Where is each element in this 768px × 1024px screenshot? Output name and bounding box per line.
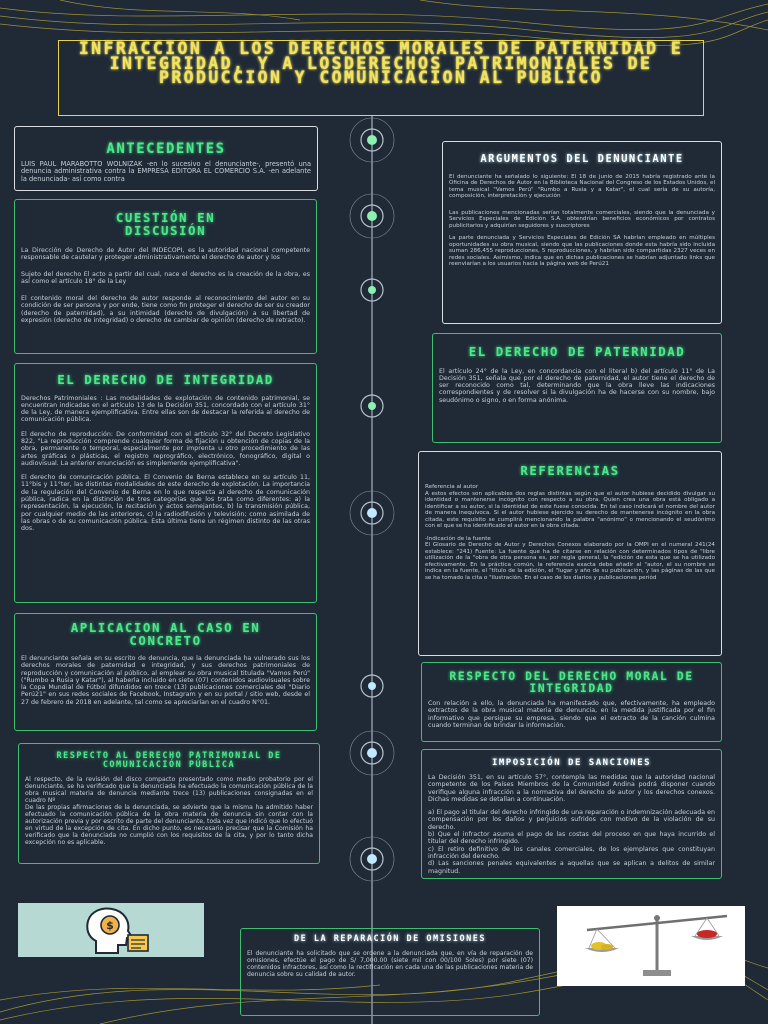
- balance-scale-image: [557, 906, 745, 986]
- respecto-moral-heading: RESPECTO DEL DERECHO MORAL DE INTEGRIDAD: [449, 669, 694, 695]
- argumentos-paragraph: El denunciante ha señalado lo siguiente: El 18 de junio de 2015 habría registrado ante la Oficina de Derechos de Autor en la Biblioteca Nacional del Congreso de los Estados Unidos, el tema musical "Vamos Perú" "Rumbo a Rusia y a Katar", el cual sería de su autoría, composición, interpretación y ejecución: [449, 173, 715, 199]
- antecedentes-heading: ANTECEDENTES: [106, 141, 226, 157]
- respecto-patrimonial-heading: RESPECTO AL DERECHO PATRIMONIAL DE COMUNICACIÓN PÚBLICA: [56, 751, 282, 770]
- argumentos-paragraph: Las publicaciones mencionadas serían totalmente comerciales, siendo que la denunciada y Servicios Especiales de Edición S.A. obtendrían beneficios económicos por contratos publicitarios y adquirían seguidores y suscriptores: [449, 209, 715, 229]
- page-title: INFRACCION A LOS DERECHOS MORALES DE PATERNIDAD E INTEGRIDAD, Y A LOSDERECHOS PATRIMONIALES DE PRODUCCION Y COMUNICACION AL PUBLICO: [78, 39, 684, 87]
- integridad-paragraph: El derecho de reproducción: De conformidad con el artículo 32° del Decreto Legislativo 822, "La reproducción comprende cualquier forma de fijación u obtención de copias de la obra, permanente o temporal, especialmente por imprenta u otro procedimiento de las artes gráficas o plásticas, el registro reprográfico, electrónico, fonográfico, digital o audiovisual. La anterior enunciación es simplemente ejemplificativa".: [21, 430, 310, 467]
- respecto-moral-text: Con relación a ello, la denunciada ha manifestado que, efectivamente, ha empleado extractos de la obra musical materia de denuncia, en la medida justificada por el fin informativo que persigue su empresa, siendo que el extracto de la canción culmina cuando terminan de brindar la información.: [428, 700, 715, 729]
- referencias-paragraph: Referencia al autor A estos efectos son aplicables dos reglas distintas según que el autor hubiese decidido divulgar su identidad o mantenerse incógnito con respecto a su obra. Quien crea una obra está obligado a identificar a su autor, si la identidad de este fuese conocida. En tal caso indicará el nombre del autor de manera inequívoca. Si el autor hubiese ejercido su derecho de mantenerse incógnito en la obra citada, este requisito se cumplirá mencionando la palabra "anónimo" o mencionando el seudónimo con el que se ha identificado el autor en la obra citada.: [425, 484, 715, 529]
- sanciones-section: [421, 749, 722, 879]
- paternidad-text: El artículo 24° de la Ley, en concordancia con el literal b) del artículo 11° de La Decisión 351, señala que por el derecho de paternidad, el autor tiene el derecho de ser reconocido como tal, determinando que la obra lleve las indicaciones correspondientes y de resolver si la divulgación ha de hacerse con su nombre, bajo seudónimo o signo, o en forma anónima.: [439, 367, 715, 404]
- integridad-heading: EL DERECHO DE INTEGRIDAD: [57, 372, 274, 387]
- aplicacion-heading: APLICACION AL CASO EN CONCRETO: [70, 620, 261, 648]
- cuestion-section: [14, 199, 317, 354]
- svg-text:$: $: [106, 919, 114, 932]
- referencias-section: [418, 451, 722, 656]
- antecedentes-section: [14, 126, 318, 191]
- integridad-section: [14, 363, 317, 603]
- respecto-patrimonial-section: [18, 743, 320, 864]
- sanciones-heading: IMPOSICIÓN DE SANCIONES: [491, 758, 652, 768]
- reparacion-section: [240, 928, 540, 1016]
- money-head-icon: [18, 903, 204, 957]
- reparacion-text: El denunciante ha solicitado que se ordene a la denunciada que, en vía de reparación de omisiones, efectúe el pago de S/ 7,000.00 (siete mil con 00/100 Soles) por siete (07) contenidos infractores, así como la rectificación en cada una de las publicaciones materia de denuncia sobre su calidad de autor.: [247, 950, 533, 978]
- paternidad-section: [432, 333, 722, 443]
- cuestion-paragraph: El contenido moral del derecho de autor responde al reconocimiento del autor en su condición de ser persona y por ende, tiene como fin proteger el derecho de ser su creador (derecho de paternidad), a su intimidad (derecho de divulgación) a su libertad de expresión (derecho de integridad) o derecho de cambiar de opinión (derecho de retracto).: [21, 295, 310, 325]
- respecto-moral-section: [421, 662, 722, 742]
- antecedentes-text: LUIS PAUL MARABOTTO WOLNIZAK -en lo sucesivo el denunciante-, presentó una denuncia administrativa contra la EMPRESA EDITORA EL COMERCIO S.A. -en adelante la denunciada- así como contra: [21, 160, 311, 183]
- sanciones-paragraph: a) El pago al titular del derecho infringido de una reparación o indemnización adecuada en compensación por los daños y perjuicios sufridos con motivo de la violación de su derecho. b) Que el infractor asuma el pago de las costas del proceso en que haya incurrido el titular del derecho infringido. c) El retiro definitivo de los canales comerciales, de los ejemplares que constituyan infracción del derecho. d) Las sanciones penales equivalentes a aquellas que se aplican a delitos de similar magnitud.: [428, 809, 715, 875]
- sanciones-paragraph: La Decisión 351, en su artículo 57°, contempla las medidas que la autoridad nacional competente de los Países Miembros de la Comunidad Andina podrá disponer cuando verifique alguna infracción a la normativa del derecho de autor y los derechos conexos. Dichas medidas se detallan a continuación.: [428, 774, 715, 803]
- aplicacion-text: El denunciante señala en su escrito de denuncia, que la denunciada ha vulnerado sus los derechos morales de paternidad e integridad, y sus derechos patrimoniales de reproducción y comunicación al público, al emplear su obra musical titulada "Vamos Perú" ("Rumbo a Rusia y Katar"), al haberla incluido en siete (07) contenidos audiovisuales sobre la Copa Mundial de Fútbol difundidos en trece (13) publicaciones comerciales del "Diario Perú21" en sus redes sociales de Facebook, Instagram y en su portal / sitio web, desde el 27 de febrero de 2018 en adelante, tal como se apreciarían en el cuadro N°01.: [21, 655, 310, 706]
- cuestion-paragraph: Sujeto del derecho El acto a partir del cual, nace el derecho es la creación de la obra, es así como el artículo 18° de la Ley: [21, 270, 310, 285]
- argumentos-heading: ARGUMENTOS DEL DENUNCIANTE: [480, 153, 684, 165]
- integridad-paragraph: Derechos Patrimoniales : Las modalidades de explotación de contenido patrimonial, se encuentran indicadas en el artículo 13 de la Decisión 351, concordado con el artículo 31° de la Ley, de manera ejemplificativa. Entre ellas son de destacar la referida al derecho de comunicación pública.: [21, 394, 310, 424]
- argumentos-paragraph: La parte denunciada y Servicios Especiales de Edición SA habrían empleado en múltiples oportunidades su obra musical, siendo que las publicaciones donde esta habría sido incluida suman 286,455 reproducciones, 5 reproducciones, y habrían sido compartidas 2327 veces en redes sociales. Asimismo, indica que en dichas publicaciones se habrían adjuntado links que reenviarían a los usuarios hacia la página web de Perú21: [449, 235, 715, 267]
- cuestion-heading: CUESTIÓN EN DISCUSIÓN: [115, 210, 216, 238]
- referencias-heading: REFERENCIAS: [520, 463, 620, 478]
- aplicacion-section: [14, 613, 317, 731]
- money-head-image: [18, 903, 204, 957]
- cuestion-paragraph: La Dirección de Derecho de Autor del INDECOPI, es la autoridad nacional competente responsable de cautelar y proteger administrativamente el derecho de autor y los: [21, 247, 310, 262]
- reparacion-heading: DE LA REPARACIÓN DE OMISIONES: [294, 934, 486, 944]
- argumentos-section: [442, 141, 722, 324]
- respecto-patrimonial-text: Al respecto, de la revisión del disco compacto presentado como medio probatorio por el denunciante, se ha verificado que la denunciada ha efectuado la comunicación pública de la obra musical materia de denuncia mediante trece (13) publicaciones consignadas en el cuadro Nº De las propias afirmaciones de la denunciada, se advierte que la misma ha admitido haber efectuado la comunicación pública de la obra materia de denuncia sin contar con la autorización previa y por escrito de parte del denunciante, toda vez que indicó que lo efectuó en virtud de la excepción de cita. En dicho punto, es necesario precisar que la Comisión ha verificado que la denunciada no cumplió con los requisitos de la cita, y por lo tanto dicha excepción no es aplicable.: [25, 776, 313, 846]
- balance-scale-photo: [557, 906, 745, 986]
- referencias-paragraph: -Indicación de la fuente El Glosario de Derecho de Autor y Derechos Conexos elaborado por la OMPI en el numeral 241(24 establece: "241) Fuente: La fuente que ha de citarse en relación con determinados tipos de "libre utilización de la "obra de otra persona es, por regla general, la "edición de esta que se ha utilizado efectivamente. En la práctica común, la referencia exacta debe añadir al "autor, el su nombre se indica en la fuente, el "título de la edición, el "lugar y año de su publicación, y las páginas de las que se ha tomado la cita o "ilustración. En el caso de los diarios y publicaciones periód: [425, 535, 715, 581]
- integridad-paragraph: El derecho de comunicación pública. El Convenio de Berna establece en su artículo 11, 11°bis y 11°ter, las distintas modalidades de este derecho de explotación. La importancia de la regulación del Convenio de Berna en lo que respecta al derecho de comunicación pública, radica en la distinción de tres categorías que los trata como diferentes: a) la representación, la ejecución, la recitación y actos semejantes, b) la transmisión pública, por cualquier medio de las anteriores, c) la radiodifusión y televisión; como asimilada de las obras o de su comunicación pública. Esta última tiene un régimen distinto de las otras dos.: [21, 474, 310, 533]
- paternidad-heading: EL DERECHO DE PATERNIDAD: [468, 344, 686, 359]
